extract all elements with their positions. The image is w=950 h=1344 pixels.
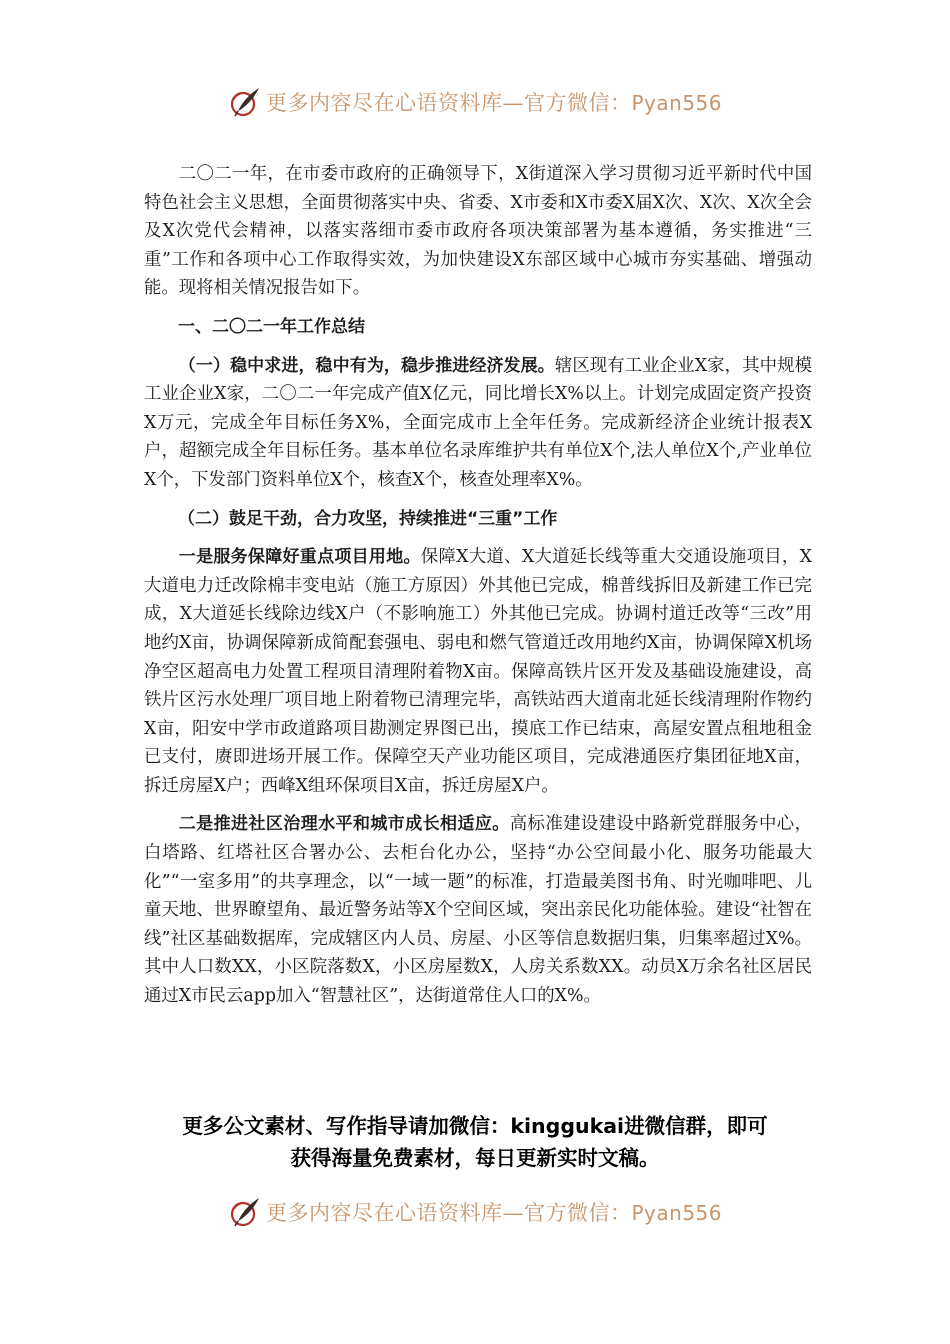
document-body	[144, 160, 812, 1021]
point-2-lead: 二是推进社区治理水平和城市成长相适应。	[178, 814, 510, 835]
banner-wechat-id: Pyan556	[631, 91, 722, 115]
point-1-paragraph	[144, 543, 812, 800]
footer-wechat-id: Pyan556	[631, 1201, 722, 1225]
promo-line-2: 获得海量免费素材，每日更新实时文稿。	[290, 1146, 660, 1170]
point-2-paragraph	[144, 810, 812, 1010]
item-1-lead: （一）稳中求进，稳中有为，稳步推进经济发展。	[178, 355, 555, 376]
footer-banner-text: 更多内容尽在心语资料库—官方微信：Pyan556	[265, 1201, 722, 1225]
header-banner	[0, 82, 950, 122]
quill-pen-logo-icon	[228, 1195, 262, 1229]
section-heading: 一、二〇二一年工作总结	[178, 316, 365, 337]
point-2-body: 高标准建设建设中路新党群服务中心，白塔路、红塔社区合署办公、去柜台化办公，坚持“办公空间最小化、服务功能最大化”“一室多用”的共享理念，以“一域一题”的标准，打造最美图书角、时光咖啡吧、儿童天地、世界瞭望角、最近警务站等X个空间区域，突出亲民化功能体验。建设“社智在线”社区基础数据库，完成辖区内人员、房屋、小区等信息数据归集，归集率超过X%。其中人口数XX，小区院落数X，小区房屋数X，人房关系数XX。动员X万余名社区居民通过X市民云app加入“智慧社区”，达街道常住人口的X%。	[144, 814, 812, 1007]
promo-notice	[0, 1110, 950, 1174]
quill-pen-logo-icon	[228, 85, 262, 119]
footer-banner	[0, 1192, 950, 1232]
point-1-body: 保障X大道、X大道延长线等重大交通设施项目，X大道电力迁改除棉丰变电站（施工方原因）外其他已完成，棉普线拆旧及新建工作已完成，X大道延长线除边线X户（不影响施工）外其他已完成。协调村道迁改等“三改”用地约X亩，协调保障新成简配套强电、弱电和燃气管道迁改用地约X亩，协调保障X机场净空区超高电力处置工程项目清理附着物X亩。保障高铁片区开发及基础设施建设，高铁片区污水处理厂项目地上附着物已清理完毕，高铁站西大道南北延长线清理附作物约X亩，阳安中学市政道路项目勘测定界图已出，摸底工作已结束，高屋安置点租地租金已支付，赓即进场开展工作。保障空天产业功能区项目，完成港通医疗集团征地X亩，拆迁房屋X户；西峰X组环保项目X亩，拆迁房屋X户。	[144, 547, 812, 796]
banner-text: 更多内容尽在心语资料库—官方微信：Pyan556	[265, 91, 722, 115]
item-1-body: 辖区现有工业企业X家，其中规模工业企业X家，二〇二一年完成产值X亿元，同比增长X%以上。计划完成固定资产投资X万元，完成全年目标任务X%，全面完成市上全年任务。完成新经济企业统计报表X户，超额完成全年目标任务。基本单位名录库维护共有单位X个,法人单位X个,产业单位X个，下发部门资料单位X个，核查X个，核查处理率X%。	[144, 355, 812, 490]
intro-paragraph: 二〇二一年，在市委市政府的正确领导下，X街道深入学习贯彻习近平新时代中国特色社会主义思想，全面贯彻落实中央、省委、X市委和X市委X届X次、X次、X次全会及X次党代会精神，以落实落细市委市政府各项决策部署为基本遵循，务实推进“三重”工作和各项中心工作取得实效，为加快建设X东部区域中心城市夯实基础、增强动能。现将相关情况报告如下。	[144, 164, 812, 299]
item-2-heading: （二）鼓足干劲，合力攻坚，持续推进“三重”工作	[178, 508, 558, 529]
promo-line-1: 更多公文素材、写作指导请加微信：kinggukai进微信群，即可	[182, 1114, 768, 1138]
point-1-lead: 一是服务保障好重点项目用地。	[178, 547, 421, 568]
item-1-paragraph	[144, 352, 812, 495]
